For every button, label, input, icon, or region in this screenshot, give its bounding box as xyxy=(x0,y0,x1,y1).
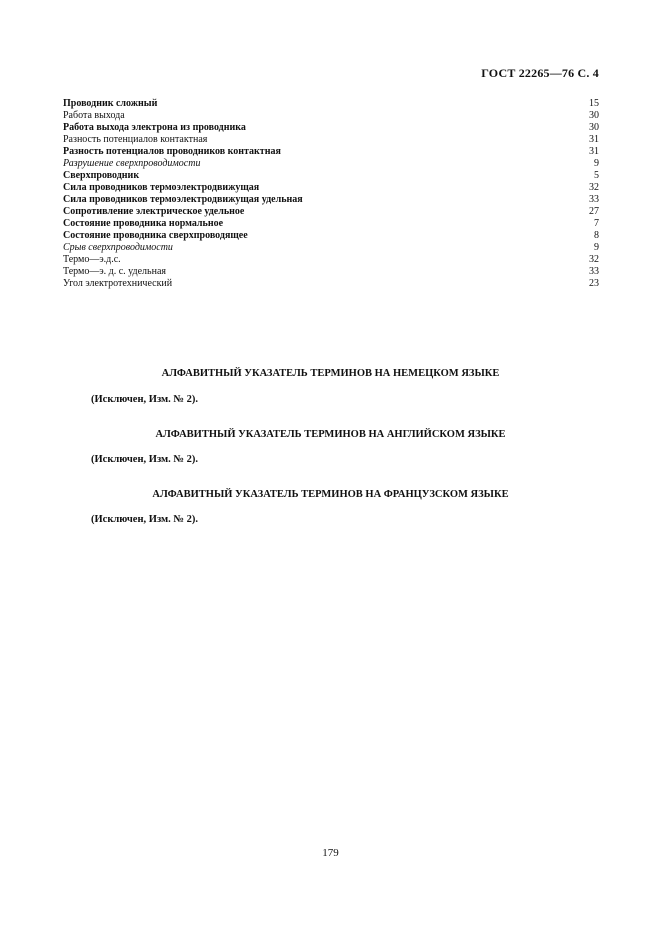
index-entry xyxy=(63,278,599,290)
page-header: ГОСТ 22265—76 С. 4 xyxy=(481,66,599,80)
index-term: Разность потенциалов контактная xyxy=(63,134,208,145)
index-entry xyxy=(63,98,599,110)
index-term: Срыв сверхпроводимости xyxy=(63,242,173,253)
index-page-number: 31 xyxy=(589,146,599,157)
index-term: Сила проводников термоэлектродвижущая xyxy=(63,182,260,193)
index-term: Разрушение сверхпроводимости xyxy=(63,158,201,169)
index-page-number: 9 xyxy=(594,242,599,253)
index-entry xyxy=(63,110,599,122)
index-page-number: 33 xyxy=(589,194,599,205)
section-note-german: (Исключен, Изм. № 2). xyxy=(91,394,198,405)
index-page-number: 31 xyxy=(589,134,599,145)
index-term: Состояние проводника нормальное xyxy=(63,218,224,229)
index-entry xyxy=(63,122,599,134)
index-page-number: 23 xyxy=(589,278,599,289)
index-entry xyxy=(63,170,599,182)
index-entry xyxy=(63,230,599,242)
section-title-german: АЛФАВИТНЫЙ УКАЗАТЕЛЬ ТЕРМИНОВ НА НЕМЕЦКОМ ЯЗЫКЕ xyxy=(161,368,500,379)
index-term: Термо—э. д. с. удельная xyxy=(63,266,166,277)
index-page-number: 9 xyxy=(594,158,599,169)
index-term: Проводник сложный xyxy=(63,98,158,109)
page-number: 179 xyxy=(322,847,339,859)
section-note-english: (Исключен, Изм. № 2). xyxy=(91,454,198,465)
section-title-french: АЛФАВИТНЫЙ УКАЗАТЕЛЬ ТЕРМИНОВ НА ФРАНЦУЗСКОМ ЯЗЫКЕ xyxy=(152,489,509,500)
index-page-number: 7 xyxy=(594,218,599,229)
index-entry xyxy=(63,146,599,158)
index-term: Сопротивление электрическое удельное xyxy=(63,206,245,217)
index-term: Разность потенциалов проводников контактная xyxy=(63,146,281,157)
index-entry xyxy=(63,182,599,194)
index-entry xyxy=(63,254,599,266)
index-entry xyxy=(63,158,599,170)
index-term: Сверхпроводник xyxy=(63,170,140,181)
index-term: Состояние проводника сверхпроводящее xyxy=(63,230,248,241)
index-page-number: 15 xyxy=(589,98,599,109)
index-entry xyxy=(63,134,599,146)
section-note-french: (Исключен, Изм. № 2). xyxy=(91,514,198,525)
term-index-list xyxy=(63,98,599,290)
index-page-number: 5 xyxy=(594,170,599,181)
index-term: Сила проводников термоэлектродвижущая удельная xyxy=(63,194,303,205)
section-title-english: АЛФАВИТНЫЙ УКАЗАТЕЛЬ ТЕРМИНОВ НА АНГЛИЙСКОМ ЯЗЫКЕ xyxy=(155,429,506,440)
index-term: Угол электротехнический xyxy=(63,278,173,289)
index-entry xyxy=(63,266,599,278)
index-entry xyxy=(63,218,599,230)
index-term: Термо—э.д.с. xyxy=(63,254,121,265)
index-page-number: 30 xyxy=(589,122,599,133)
index-page-number: 32 xyxy=(589,254,599,265)
index-page-number: 30 xyxy=(589,110,599,121)
index-page-number: 33 xyxy=(589,266,599,277)
index-entry xyxy=(63,206,599,218)
index-page-number: 27 xyxy=(589,206,599,217)
index-term: Работа выхода электрона из проводника xyxy=(63,122,246,133)
index-page-number: 8 xyxy=(594,230,599,241)
index-entry xyxy=(63,194,599,206)
index-entry xyxy=(63,242,599,254)
index-term: Работа выхода xyxy=(63,110,125,121)
index-page-number: 32 xyxy=(589,182,599,193)
